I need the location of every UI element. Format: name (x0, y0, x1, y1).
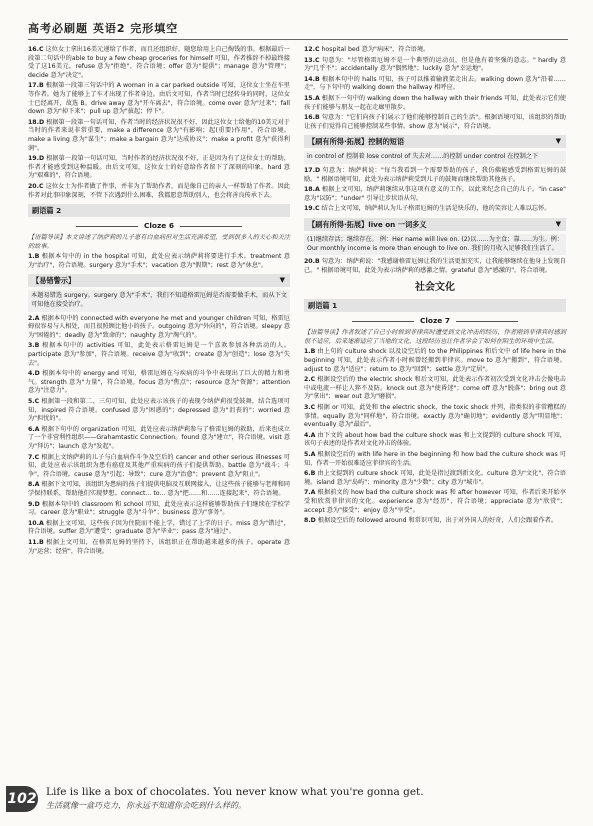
answer-number: 9.D (28, 500, 40, 508)
section-band (28, 274, 290, 287)
answer-explanation (28, 315, 290, 341)
explanation-text: 根据本句中的 energy and 可知，格雷厄姆在与疾病的斗争中表现出了巨大的精力和勇气。strength 意为"力量"，符合语境。focus 意为"焦点"；resource 意为"资源"；attention 意为"注意力"。 (28, 370, 290, 395)
answer-explanation (28, 501, 290, 518)
answer-number: 6.A (28, 425, 40, 433)
answer-explanation (304, 205, 566, 214)
explanation-text: 根据上文纳萨莉的儿子与白血病作斗争及空后的 cancer and other serious illnesses 可知，此处应表示该组织为患有癌症及其他严重疾病的孩子们提供帮助。battle 意为"战斗；斗争"，符合语境。cause 意为"引起；导致"；cure 意为"治愈"；prevent 意为"阻止"。 (28, 453, 290, 478)
answer-explanation (28, 426, 290, 452)
passage-guide: 【语篇导读】作者叙述了自己小时候到菲律宾时遭受到文化冲击的经历，作者刚到菲律宾时感到很不适应，后来逐渐适应了当地的文化，这段经历也让作者学会了如何在陌生的环境中生活。 (304, 329, 566, 345)
answer-explanation (304, 258, 566, 275)
explanation-text: 由上句的 culture shock 以及设空后的 to the Philippines 和后文中 of life here in the beginning 可知，此处表示作者小时候曾经搬到菲律宾。move to 意为"搬到"，符合语境。adjust to 意为"适应"；return to 意为"回到"；settle 意为"定居"。 (304, 348, 566, 373)
answer-number: 19.C (304, 205, 320, 213)
answer-explanation (304, 517, 566, 526)
answer-explanation (28, 183, 290, 200)
section-band (304, 135, 566, 148)
section-band (28, 204, 290, 217)
footer-quote-english: Life is like a box of chocolates. You never know what you're gonna get. (46, 786, 424, 798)
band-label: 刷语篇 1 (308, 301, 338, 311)
answer-explanation (304, 404, 566, 430)
answer-explanation (28, 481, 290, 498)
answer-number: 3.B (28, 342, 40, 350)
answer-number: 11.B (28, 538, 44, 546)
section-band (304, 218, 566, 231)
section-title: 社会文化 (415, 282, 455, 294)
answer-explanation (304, 46, 566, 55)
answer-number: 18.D (28, 118, 45, 126)
answer-number: 20.C (28, 182, 44, 190)
page-header (28, 18, 568, 40)
answer-explanation (304, 167, 566, 184)
answer-explanation (28, 520, 290, 537)
answer-explanation (304, 470, 566, 487)
answer-number: 10.A (28, 519, 44, 527)
explanation-text: 由上文提到的 culture shock 可知，此处是指过渡到新文化。culture 意为"文化"，符合语境。island 意为"岛屿"；minority 意为"少数"；city 意为"城市"。 (304, 470, 566, 486)
answer-number: 15.A (304, 94, 320, 102)
answer-number: 8.A (28, 481, 40, 489)
answer-number: 17.D (304, 166, 321, 174)
answer-explanation (304, 432, 566, 449)
explanation-text: 根据上文可知，这些孩子因为住院而不能上学，错过了上学的日子。miss 意为"错过"，符合语境。suffer 意为"遭受"；graduate 意为"毕业"；pass 意为"通过"。 (28, 519, 290, 536)
explanation-text: 这位女士拿出16美元递给了作者，而且还组织好，随您给用上自己掏钱的事。根据最后一段第二句话中的able to buy a few cheap groceries for himself 可知，作者推辞不掉最终接受了这16美元。refuse 意为"拒绝"，符合语境；offer 意为"提供"；manage 意为"管理"；decide 意为"决定"。 (28, 46, 290, 79)
answer-number: 2.C (304, 376, 316, 384)
explanation-text: 根据上文可知，在格雷厄姆的坚持下，该组织正在帮助越来越多的孩子。operate 意为"运营；经营"，符合语境。 (28, 538, 290, 555)
band-label: 【刷有所得·拓展】live on 一词多义 (308, 219, 427, 229)
answer-explanation (304, 57, 566, 74)
explanation-text: 句意为："它们向孩子们展示了他们能够控制自己的生活"。根据语境可知，该组织的帮助让孩子们觉得自己能够控制某些事情。show 意为"展示"，符合语境。 (304, 114, 566, 130)
cloze-heading: Cloze 6 (28, 220, 290, 231)
answer-explanation (28, 253, 290, 270)
answer-explanation (28, 119, 290, 153)
answer-explanation (304, 114, 566, 131)
answer-explanation (28, 46, 290, 80)
passage-guide: 【语篇导读】本文讲述了纳萨莉的儿子患有白血病但对生活充满希望，受到很多人的关心和关注的故事。 (28, 234, 290, 250)
answer-number: 18.A (304, 186, 320, 194)
answer-number: 8.D (304, 517, 316, 525)
explanation-text: 根据下文可知，该组织为患病的孩子们提供电脑及互联网接入，让这些孩子能够与老师和同学保持联系，帮助他们实现梦想。connect... to... 意为"把……和……连接起来"，符合语境。 (28, 481, 290, 497)
explanation-text: 根据本句中的 classroom 和 school 可知，此处应表示这样能够帮助孩子们继续在学校学习。career 意为"职业"；struggle 意为"斗争"；business 意为"事务"。 (28, 500, 290, 517)
tip-note: in control of 控制着 lose control of 失去对……的控制 under control 在控制之下 (304, 151, 566, 164)
header-rule (28, 39, 568, 40)
footer-quote-chinese: 生活就像一盒巧克力，你永远不知道你会吃到什么样的。 (46, 801, 246, 810)
answer-number: 3.C (304, 404, 316, 412)
answer-number: 4.A (304, 431, 316, 439)
answer-explanation (28, 454, 290, 480)
explanation-text: 这位女士为作者做了件事，并非为了帮助作者，而是像自己的亲人一样帮助了作者。因此作者对此事印象深刻，不管下次遇到什么困难，我都愿意帮助别人，也会将善良传承下去。 (28, 182, 290, 199)
explanation-text: 根据第一段和第二、三句可知，此处应表示该孩子的表现令纳萨莉很受鼓舞，结合选项可知，inspired 符合语境。confused 意为"困惑的"；depressed 意为"沮丧的"；worried 意为"担忧的"。 (28, 398, 290, 423)
cloze-heading: Cloze 7 (304, 315, 566, 326)
explanation-text: 句意为：纳萨莉说："每当我看到一个需要帮助的孩子，我仿佛能感受到格雷厄姆的鼓励。" 根据语境可知，此处为表示纳萨莉受到儿子的鼓舞而继续帮助其他孩子。 (304, 166, 566, 183)
explanation-text: hospital bed 意为"病床"，符合语境。 (321, 46, 430, 53)
answer-number: 2.A (28, 314, 40, 322)
answer-explanation (304, 76, 566, 93)
answer-number: 4.D (28, 370, 40, 378)
answer-number: 6.B (304, 470, 316, 478)
explanation-text: 根据设空后的 followed around 和常识可知，出于对外国人的好奇，人们会跟着作者。 (317, 517, 558, 525)
page-footer (0, 780, 593, 826)
answer-number: 16.B (304, 114, 320, 122)
answer-explanation (304, 451, 566, 468)
explanation-text: 根据下一句中的 walking down the hallway with their friends 可知，此处表示它们使孩子们能够与朋友一起在走廊里散步。 (304, 94, 566, 111)
band-label: 【易错警示】 (32, 276, 76, 286)
answer-explanation (304, 489, 566, 515)
answer-explanation (28, 398, 290, 424)
right-column (304, 46, 566, 528)
answer-explanation (304, 376, 566, 402)
answer-explanation (304, 95, 566, 112)
section-band (304, 299, 566, 312)
answer-number: 16.C (28, 46, 44, 53)
explanation-text: 根据下句中的 organization 可知，此处应表示纳萨莉参与了格雷厄姆的救助，后来也成立了一个非营利性组织——Grahamtastic Connection。found 意为"建立"，符合语境。visit 意为"拜访"；launch 意为"发起"。 (28, 425, 290, 450)
tip-note: 本题易错选 surgery。surgery 意为"手术"，我们不知道格雷厄姆是否需要做手术，而从下文可知他在接受治疗。 (28, 290, 290, 311)
explanation-text: 结合上文可知，纳萨莉认为儿子格雷厄姆的生活是快乐的，他的笑容让人难以忘怀。 (321, 205, 551, 213)
band-label: 刷语篇 2 (32, 206, 62, 216)
triangle-down-icon: ▼ (555, 137, 561, 146)
answer-number: 12.C (304, 46, 320, 53)
running-title: 高考必刷题 英语2 完形填空 (28, 22, 179, 35)
answer-number: 7.C (28, 453, 40, 461)
answer-explanation (28, 342, 290, 368)
explanation-text: 根据第一段第三句话中的 A woman in a car parked outside 可知，这位女士坐在车里等作者。她为了能够上了车才出现了作者身边。由后文可知，作者当时已经转身的同时，这位女士已经离开，故选 B。drive away 意为"开车离去"，符合语境。come over 意为"过来"；fall down 意为"掉下来"；pull up 意为"拔起；停下"。 (28, 82, 290, 116)
band-label: 【刷有所得·拓展】控制的短语 (308, 137, 405, 147)
triangle-down-icon: ▼ (555, 219, 561, 228)
answer-number: 19.D (28, 155, 45, 163)
answer-number: 20.B (304, 258, 320, 266)
answer-explanation (28, 82, 290, 116)
explanation-text: 由下文的 about how bad the culture shock was 和上文提到的 culture shock 可知，该句子表述的是作者对文化冲击的体验。 (304, 431, 566, 448)
explanation-text: 根据上文可知，纳萨莉继续从事这项有意义的工作，以此来纪念自己的儿子。"in case" 意为"以防"；"under" 引导让步状语从句。 (304, 186, 566, 202)
answer-number: 1.B (304, 348, 316, 356)
explanation-text: 句意为：纳萨莉说："我感谢格雷厄姆让我的生活更加充实，让我能够继续在他身上发现自己。" 根据语境可知，此处为表示纳萨莉的感激之情。grateful 意为"感激的"，符合语境。 (304, 258, 566, 274)
explanation-text: 根据本句中的 activities 可知，此处表示格雷厄姆是一个喜欢参加各种活动的人。participate 意为"参加"，符合语境。receive 意为"收到"；create 意为"创造"；lose 意为"失去"。 (28, 342, 290, 367)
answer-explanation (28, 155, 290, 181)
explanation-text: 根据本句中的 in the hospital 可知，此处应表示纳萨莉将要进行手术。treatment 意为"治疗"，符合语境。surgery 意为"手术"；vacation 意为"假期"；rest 意为"休息"。 (28, 253, 290, 269)
explanation-text: 根据本句中的 connected with everyone he met and younger children 可知，格雷厄姆很容易与人相处，而且很照顾比他小的孩子。outgoing 意为"外向的"，符合语境。sleepy 意为"困倦的"；deadly 意为"致命的"；naughty 意为"淘气的"。 (28, 314, 290, 339)
answer-number: 14.B (304, 75, 320, 83)
explanation-text: 根据设空后的 the electric shock 和后文可知，此处表示作者初次受到文化冲击会像电击中或电流一样让人猝不及防。knock out 意为"使昏迷"；come off 意为"脱落"；bring out 意为"拿出"；wear out 意为"磨损"。 (304, 376, 566, 401)
answer-explanation (304, 186, 566, 203)
answer-explanation (28, 539, 290, 556)
explanation-text: 根据本句中的 halls 可知，孩子可以推着输液架走出去。walking down 意为"沿着……走"，与下句中的 walking down the hallway 相呼应。 (304, 75, 566, 92)
explanation-text: 根据 or 可知，此处和 the electric shock，the toxic shock 并列，指类似的非常糟糕的事情。equally 意为"同样地"，符合语境。exactly 意为"确切地"；evidently 意为"明显地"；eventually 意为"最后"。 (304, 404, 566, 429)
explanation-text: 根据第一段第一句话可知，作者当时的经济状况很不好，因此这位女士给他的10美元对于当时的作者来说非常重要，make a difference 意为"有影响；起(重要)作用"，符合语境。make a living 意为"谋生"；make a bargain 意为"达成协议"；make a profit 意为"获得利润"。 (28, 118, 290, 152)
answer-explanation (28, 370, 290, 396)
answer-number: 5.C (28, 398, 40, 405)
answer-number: 1.B (28, 253, 40, 261)
answer-number: 5.A (304, 451, 316, 458)
explanation-text: 根据设空后的 with life here in the beginning 和 how bad the culture shock was 可知，作者一开始很难适应菲律宾的生活。 (304, 451, 566, 467)
answer-explanation (304, 348, 566, 374)
explanation-text: 根据第一段第一句话可知，当时作者的经济状况很不好，正是因为有了这位女士的帮助，作者才能感受到这种温暖。由后文可知，这位女士的好意给作者留下了深刻的印象。hard 意为"艰难的"，符合语境。 (28, 155, 290, 180)
page-number: 102 (6, 786, 38, 812)
left-column (28, 46, 290, 558)
tip-note: (1)继续存活；继续存在。 例：Her name will live on. (2)以……为主食；靠……为生。例：Our monthly income is more than enough to live on. 我们的月收入足够我们生活了。 (304, 234, 566, 255)
triangle-down-icon: ▼ (279, 276, 285, 285)
explanation-text: 根据前文的 how bad the culture shock was 和 after however 可知，作者后来开始享受和欣赏菲律宾的文化。experience 意为"经历"，符合语境；appreciate 意为"欣赏"；accept 意为"接受"；enjoy 意为"享受"。 (304, 489, 566, 514)
answer-number: 17.B (28, 82, 44, 90)
answer-number: 7.A (304, 489, 316, 497)
answer-number: 13.C (304, 56, 320, 64)
explanation-text: 句意为："尽管格雷厄姆不是一个典型的运动员，但是他有着坚强的意志。" hardly 意为"几乎不"；accidentally 意为"偶然地"；luckily 意为"幸运地"。 (304, 56, 566, 73)
